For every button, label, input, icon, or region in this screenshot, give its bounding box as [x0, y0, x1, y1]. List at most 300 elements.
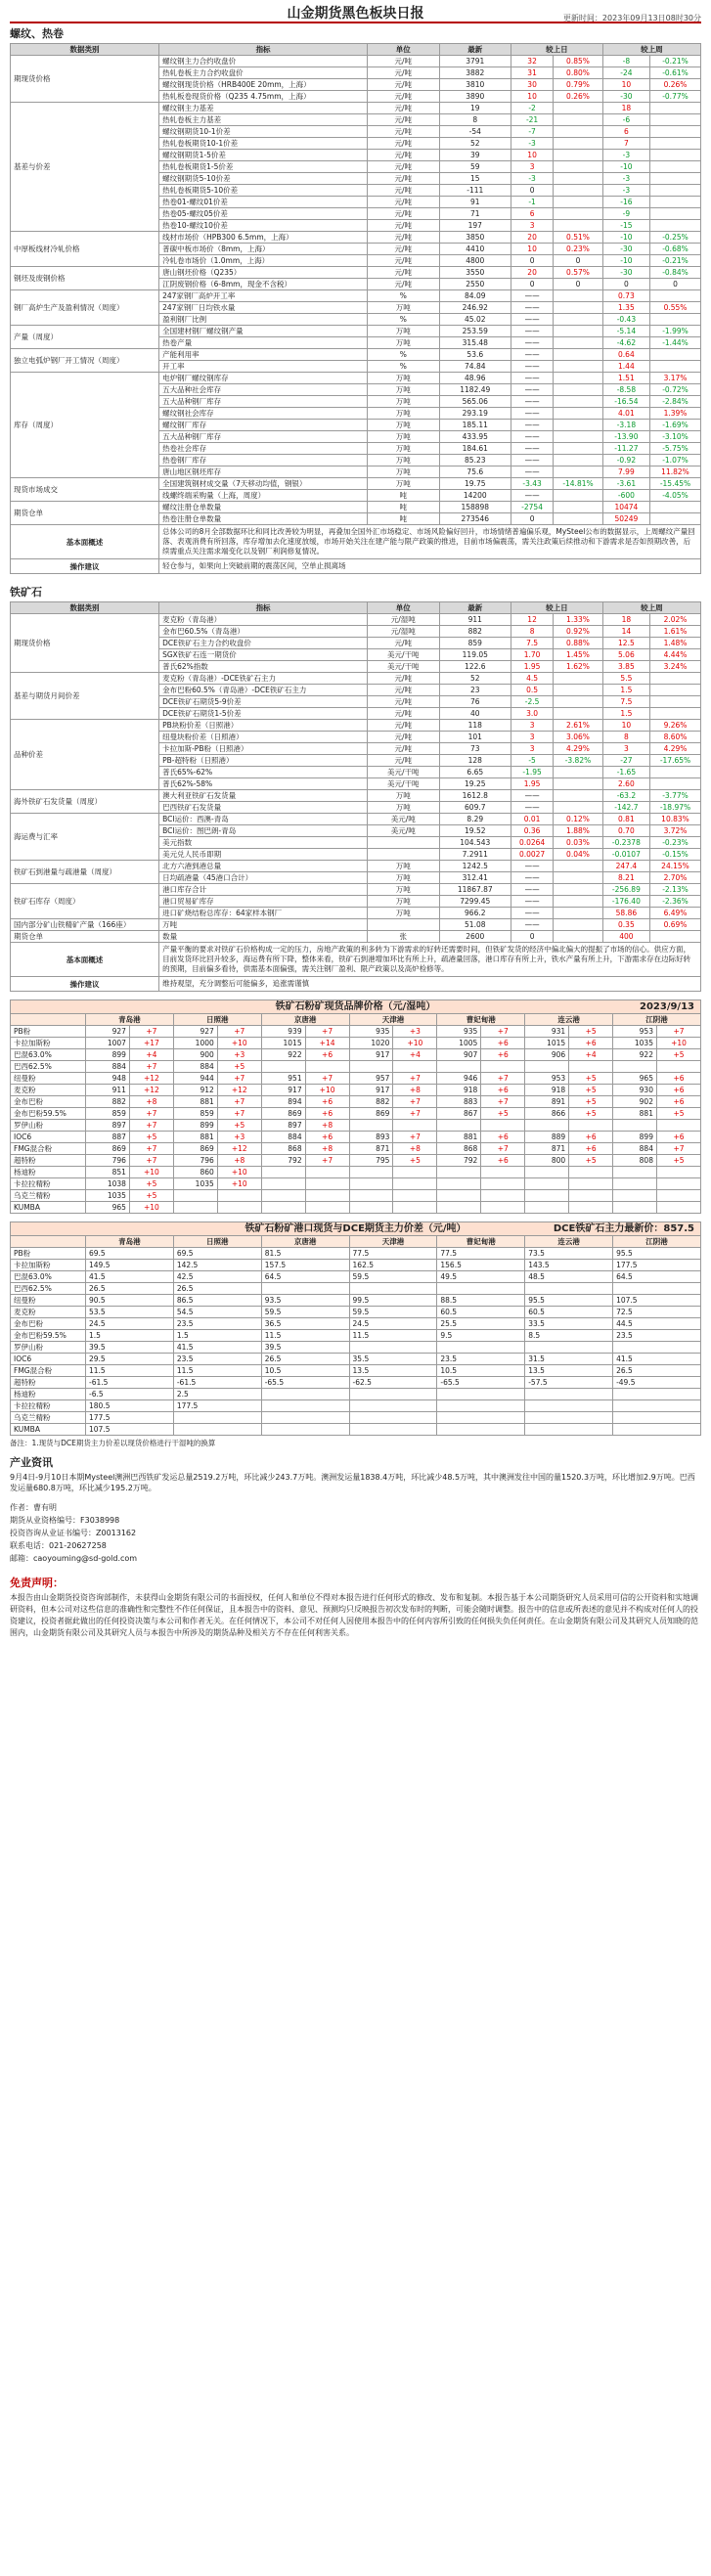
steel-row-latest: -111: [439, 185, 511, 197]
port-price-change: +5: [129, 1132, 173, 1143]
steel-row-indicator: 螺纹钢期货1-5价差: [159, 150, 368, 161]
steel-row-change: -0.92: [602, 455, 649, 466]
author-name: 作者：曹有明: [10, 1503, 57, 1512]
steel-row: [11, 267, 701, 279]
basis-value: 54.5: [173, 1307, 261, 1318]
port-price-change: [305, 1190, 349, 1202]
ore-row-change: 1.62%: [554, 661, 603, 673]
basis-value: 35.5: [349, 1354, 437, 1365]
port-price-change: +7: [217, 1026, 261, 1038]
ore-row: [11, 884, 701, 896]
port-price-value: 1007: [86, 1038, 130, 1049]
ore-row-unit: [368, 837, 440, 849]
port-price-value: 927: [173, 1026, 217, 1038]
port-price-change: +7: [129, 1061, 173, 1073]
ore-row-indicator: 纽曼块粉价差（日照港）: [159, 732, 368, 743]
ore-row-indicator: 巴西铁矿石发货量: [159, 802, 368, 814]
basis-row: [11, 1260, 701, 1271]
port-price-value: 931: [525, 1026, 569, 1038]
port-price-change: +3: [217, 1049, 261, 1061]
steel-row-change: [649, 220, 700, 232]
steel-row-category: 期货仓单: [11, 502, 159, 525]
ore-row: [11, 790, 701, 802]
port-price-value: [437, 1167, 481, 1178]
port-price-row: [11, 1061, 701, 1073]
ore-header-indicator: 指标: [159, 602, 368, 614]
basis-value: 162.5: [349, 1260, 437, 1271]
steel-row-change: -10: [602, 161, 649, 173]
steel-row-unit: 万吨: [368, 443, 440, 455]
basis-value: [261, 1412, 349, 1424]
port-price-change: [481, 1190, 525, 1202]
ore-row-change: 2.02%: [649, 614, 700, 626]
port-price-value: 935: [349, 1026, 393, 1038]
ore-row-change: -27: [602, 755, 649, 767]
port-price-change: +7: [393, 1108, 437, 1120]
steel-row-change: -5.75%: [649, 443, 700, 455]
ore-row-change: 7.5: [511, 638, 554, 649]
ore-row-change: ——: [511, 802, 554, 814]
basis-value: -49.5: [613, 1377, 701, 1389]
ore-row-latest: 11867.87: [439, 884, 511, 896]
ore-row-indicator: 日均疏港量（45港口合计）: [159, 872, 368, 884]
port-price-value: 918: [437, 1085, 481, 1096]
ore-row-change: [554, 685, 603, 696]
port-price-change: +10: [305, 1085, 349, 1096]
steel-row-unit: 元/吨: [368, 185, 440, 197]
port-price-change: +7: [217, 1096, 261, 1108]
steel-row-change: [554, 502, 603, 513]
basis-brand: 杨迪粉: [11, 1389, 86, 1400]
steel-row-latest: 45.02: [439, 314, 511, 326]
port-price-value: 866: [525, 1108, 569, 1120]
ore-row-change: 0.81: [602, 814, 649, 825]
basis-value: [349, 1342, 437, 1354]
steel-row-change: [554, 337, 603, 349]
basis-value: -57.5: [525, 1377, 613, 1389]
port-price-brand: PB粉: [11, 1026, 86, 1038]
port-price-value: [525, 1178, 569, 1190]
ore-row-change: -3.82%: [554, 755, 603, 767]
basis-value: [613, 1424, 701, 1436]
ore-row-change: 3: [602, 743, 649, 755]
port-price-brand: 纽曼粉: [11, 1073, 86, 1085]
port-price-change: +6: [569, 1132, 613, 1143]
port-price-change: +8: [305, 1143, 349, 1155]
ore-row-indicator: 澳大利亚铁矿石发货量: [159, 790, 368, 802]
ore-row-change: 1.45%: [554, 649, 603, 661]
steel-row-change: -11.27: [602, 443, 649, 455]
steel-row-latest: 39: [439, 150, 511, 161]
ore-row-change: [554, 861, 603, 872]
ore-row-change: 4.29%: [649, 743, 700, 755]
port-price-brand: 乌克兰精粉: [11, 1190, 86, 1202]
steel-row-change: [649, 290, 700, 302]
steel-row-latest: 91: [439, 197, 511, 208]
port-price-change: +4: [569, 1049, 613, 1061]
steel-row-indicator: 五大品种社会库存: [159, 384, 368, 396]
basis-row: [11, 1248, 701, 1260]
port-price-value: 1015: [525, 1038, 569, 1049]
port-price-value: [349, 1178, 393, 1190]
ore-row-indicator: 普氏62%指数: [159, 661, 368, 673]
port-price-value: [261, 1190, 305, 1202]
ore-row-change: 3: [511, 732, 554, 743]
port-price-change: +12: [217, 1085, 261, 1096]
ore-basic-text: 产量平衡的要求对铁矿石价格构成一定的压力，房地产政策的利多转为下游需求的好转还需要时间，但铁矿发货的经济中偏北偏大的提振了市场的信心。供应方面，目前发货环比回升较多，海运费有所下降，整体来看，铁矿石到港增加环比有所上升，疏港量回落，港口库存有所上升，铁水产量有所上升，下游需求存在边际好转的预期，目前偏多看待，供需基本面偏强，需关注钢厂盈利、限产政策以及高炉检修等。: [159, 943, 701, 977]
ore-row-indicator: 进口矿烧结粉总库存：64家样本钢厂: [159, 908, 368, 919]
port-price-value: [349, 1167, 393, 1178]
port-price-value: 900: [173, 1049, 217, 1061]
port-price-value: 953: [525, 1073, 569, 1085]
basis-value: 180.5: [86, 1400, 174, 1412]
steel-row-change: [554, 361, 603, 373]
basis-row: [11, 1365, 701, 1377]
steel-row-change: [554, 396, 603, 408]
port-price-value: 882: [86, 1096, 130, 1108]
port-price-value: 884: [261, 1132, 305, 1143]
news-text: 9月4日-9月10日本期Mysteel澳洲巴西铁矿发运总量2519.2万吨，环比减少243.7万吨。澳洲发运量1838.4万吨，环比减少48.5万吨，其中澳洲发往中国的量1520.3万吨，环比增加2.9万吨。巴西发运量680.8万吨，环比减少195.2万吨。: [10, 1473, 695, 1492]
ore-row-change: [554, 896, 603, 908]
port-price-brand: 金布巴粉: [11, 1096, 86, 1108]
ore-row-indicator: 美元指数: [159, 837, 368, 849]
port-price-value: 881: [173, 1096, 217, 1108]
steel-row-change: [554, 302, 603, 314]
ore-row-category: 铁矿石到港量与疏港量（周度）: [11, 861, 159, 884]
steel-row-change: [649, 361, 700, 373]
ore-row-latest: 1242.5: [439, 861, 511, 872]
port-price-value: [525, 1202, 569, 1214]
ore-row-unit: [368, 849, 440, 861]
ore-row-change: 1.70: [511, 649, 554, 661]
steel-row-change: 50249: [602, 513, 649, 525]
port-price-value: 912: [173, 1085, 217, 1096]
steel-row-latest: 433.95: [439, 431, 511, 443]
ore-row-change: 2.61%: [554, 720, 603, 732]
steel-row-change: -10: [602, 255, 649, 267]
steel-row-latest: 565.06: [439, 396, 511, 408]
steel-row-unit: %: [368, 361, 440, 373]
basis-value: 59.5: [261, 1307, 349, 1318]
steel-row-latest: -54: [439, 126, 511, 138]
ore-row-category: 基差与期货月间价差: [11, 673, 159, 720]
port-price-value: [349, 1061, 393, 1073]
basis-value: [613, 1400, 701, 1412]
steel-row-change: [554, 290, 603, 302]
ore-row-change: ——: [511, 919, 554, 931]
port-price-value: 917: [349, 1049, 393, 1061]
report-header: [10, 0, 701, 22]
basis-value: 41.5: [173, 1342, 261, 1354]
steel-row-indicator: 五大品种钢厂库存: [159, 396, 368, 408]
port-price-change: [393, 1120, 437, 1132]
steel-row-change: -3: [511, 173, 554, 185]
basis-value: 64.5: [261, 1271, 349, 1283]
steel-row-change: 1.39%: [649, 408, 700, 420]
steel-row-unit: 元/吨: [368, 150, 440, 161]
basis-brand: 巴混63.0%: [11, 1271, 86, 1283]
port-price-change: +7: [217, 1073, 261, 1085]
ore-row-change: 0.03%: [554, 837, 603, 849]
port-price-change: +7: [129, 1120, 173, 1132]
steel-row-latest: 3890: [439, 91, 511, 103]
port-price-value: 881: [437, 1132, 481, 1143]
ore-row-indicator: 港口贸易矿库存: [159, 896, 368, 908]
ore-row-change: 1.33%: [554, 614, 603, 626]
steel-row-change: ——: [511, 349, 554, 361]
basis-title-bar: [10, 1221, 701, 1235]
steel-row-change: 0.57%: [554, 267, 603, 279]
basis-brand: 超特粉: [11, 1377, 86, 1389]
port-price-value: 918: [525, 1085, 569, 1096]
ore-row-latest: 101: [439, 732, 511, 743]
ore-row-change: 3: [511, 720, 554, 732]
port-price-value: [173, 1190, 217, 1202]
steel-row-indicator: 热轧卷板期货1-5价差: [159, 161, 368, 173]
basis-value: 49.5: [437, 1271, 525, 1283]
basis-value: -61.5: [173, 1377, 261, 1389]
port-price-brand: FMG混合粉: [11, 1143, 86, 1155]
steel-row-indicator: 开工率: [159, 361, 368, 373]
steel-row-change: 0.26%: [554, 91, 603, 103]
ore-header-latest: 最新: [439, 602, 511, 614]
port-price-change: +10: [217, 1178, 261, 1190]
basis-value: 24.5: [349, 1318, 437, 1330]
ore-row-change: 3.24%: [649, 661, 700, 673]
port-price-row: [11, 1085, 701, 1096]
steel-row-indicator: 全国建材钢厂螺纹钢产量: [159, 326, 368, 337]
ore-row-change: -1.65: [602, 767, 649, 778]
basis-row: [11, 1295, 701, 1307]
ore-row-change: [649, 708, 700, 720]
port-price-change: +7: [305, 1026, 349, 1038]
port-price-row: [11, 1155, 701, 1167]
ore-row-change: 3.06%: [554, 732, 603, 743]
basis-value: 11.5: [86, 1365, 174, 1377]
basis-value: 69.5: [173, 1248, 261, 1260]
steel-row-latest: 3791: [439, 56, 511, 67]
basis-value: [613, 1412, 701, 1424]
basis-brand: 卡拉加斯粉: [11, 1260, 86, 1271]
steel-advice-text: 轻仓参与，如果向上突破前期的震荡区间，空单止损离场: [159, 559, 701, 574]
ore-row-latest: 882: [439, 626, 511, 638]
steel-row-change: [649, 173, 700, 185]
steel-row-change: 0.51%: [554, 232, 603, 244]
port-price-value: 902: [613, 1096, 657, 1108]
port-price-row: [11, 1178, 701, 1190]
port-price-change: +8: [393, 1085, 437, 1096]
ore-row-change: 2.60: [602, 778, 649, 790]
steel-row-change: 11.82%: [649, 466, 700, 478]
steel-row-indicator: 螺纹钢现货价格（HRB400E 20mm，上海）: [159, 79, 368, 91]
ore-row-change: -63.2: [602, 790, 649, 802]
basis-value: 156.5: [437, 1260, 525, 1271]
basis-value: [261, 1424, 349, 1436]
port-price-value: 946: [437, 1073, 481, 1085]
steel-row-change: [554, 197, 603, 208]
port-price-change: +7: [393, 1073, 437, 1085]
steel-row-change: ——: [511, 455, 554, 466]
steel-row-change: [649, 349, 700, 361]
steel-row-change: [554, 185, 603, 197]
basis-value: 88.5: [437, 1295, 525, 1307]
basis-value: 26.5: [86, 1283, 174, 1295]
steel-row-latest: 185.11: [439, 420, 511, 431]
basis-note: 备注：1.现货与DCE期货主力价差以现货价格进行干湿吨的换算: [10, 1439, 216, 1447]
port-price-change: [393, 1202, 437, 1214]
basis-value: 11.5: [173, 1365, 261, 1377]
steel-row-change: 0: [649, 279, 700, 290]
steel-row-change: -6: [602, 114, 649, 126]
basis-value: [525, 1412, 613, 1424]
steel-row-change: 10: [511, 91, 554, 103]
port-price-value: 796: [173, 1155, 217, 1167]
steel-row-change: -1.69%: [649, 420, 700, 431]
steel-row-change: 0.80%: [554, 67, 603, 79]
basis-value: 25.5: [437, 1318, 525, 1330]
ore-row-indicator: 金布巴60.5%（青岛港）: [159, 626, 368, 638]
basis-value: 29.5: [86, 1354, 174, 1365]
basis-value: 59.5: [349, 1271, 437, 1283]
basis-value: 157.5: [261, 1260, 349, 1271]
ore-row-change: 3.85: [602, 661, 649, 673]
ore-row-change: [649, 931, 700, 943]
port-price-change: +8: [217, 1155, 261, 1167]
ore-row-change: 4.5: [511, 673, 554, 685]
ore-row-change: 14: [602, 626, 649, 638]
steel-row-latest: 3550: [439, 267, 511, 279]
basis-value: [437, 1400, 525, 1412]
steel-row-unit: %: [368, 349, 440, 361]
ore-row-change: -176.40: [602, 896, 649, 908]
steel-row-unit: 元/吨: [368, 114, 440, 126]
basis-value: 42.5: [173, 1271, 261, 1283]
steel-table: [10, 43, 701, 574]
steel-row-change: [554, 373, 603, 384]
steel-row-change: [649, 208, 700, 220]
steel-row-unit: 元/吨: [368, 91, 440, 103]
ore-row-latest: 7299.45: [439, 896, 511, 908]
ore-row-change: -256.89: [602, 884, 649, 896]
steel-row-unit: %: [368, 290, 440, 302]
port-price-value: 796: [86, 1155, 130, 1167]
ore-row-indicator: 数量: [159, 931, 368, 943]
steel-row-indicator: 热轧板卷现货价格（Q235 4.75mm，上海）: [159, 91, 368, 103]
basis-value: -65.5: [261, 1377, 349, 1389]
port-price-change: +6: [305, 1108, 349, 1120]
steel-row-change: -2754: [511, 502, 554, 513]
port-price-value: 800: [525, 1155, 569, 1167]
steel-row-change: -1.99%: [649, 326, 700, 337]
steel-row-change: ——: [511, 302, 554, 314]
basis-header-port: 曹妃甸港: [437, 1236, 525, 1248]
basis-value: 10.5: [261, 1365, 349, 1377]
steel-row-indicator: 螺纹钢期货10-1价差: [159, 126, 368, 138]
steel-row-change: [554, 138, 603, 150]
basis-value: 53.5: [86, 1307, 174, 1318]
basis-value: -61.5: [86, 1377, 174, 1389]
steel-row-change: -30: [602, 244, 649, 255]
port-price-value: 868: [437, 1143, 481, 1155]
steel-row-latest: 48.96: [439, 373, 511, 384]
steel-row-change: ——: [511, 408, 554, 420]
basis-value: 13.5: [349, 1365, 437, 1377]
ore-row-unit: 美元/干吨: [368, 661, 440, 673]
ore-row-change: 6.49%: [649, 908, 700, 919]
port-price-value: 867: [437, 1108, 481, 1120]
port-price-brand: KUMBA: [11, 1202, 86, 1214]
basis-brand: 金布巴粉: [11, 1318, 86, 1330]
basis-row: [11, 1330, 701, 1342]
steel-row-change: 0.79%: [554, 79, 603, 91]
ore-row-change: 1.61%: [649, 626, 700, 638]
ore-row-latest: 128: [439, 755, 511, 767]
steel-row-change: -16: [602, 197, 649, 208]
steel-row-change: -0.21%: [649, 56, 700, 67]
steel-row-latest: 197: [439, 220, 511, 232]
basis-value: 59.5: [349, 1307, 437, 1318]
port-price-value: 881: [613, 1108, 657, 1120]
steel-row-change: [554, 455, 603, 466]
steel-row-indicator: 热卷10-螺纹10价差: [159, 220, 368, 232]
steel-row-change: 32: [511, 56, 554, 67]
basis-brand: 纽曼粉: [11, 1295, 86, 1307]
port-price-change: +6: [481, 1155, 525, 1167]
steel-row-indicator: 螺纹钢主力基差: [159, 103, 368, 114]
steel-row-indicator: 螺纹钢主力合约收盘价: [159, 56, 368, 67]
ore-basic-label: 基本面概述: [11, 943, 159, 977]
ore-row-unit: 万吨: [368, 884, 440, 896]
port-price-change: [393, 1167, 437, 1178]
port-price-brand: 巴西62.5%: [11, 1061, 86, 1073]
ore-row-unit: 美元/干吨: [368, 778, 440, 790]
basis-brand: PB粉: [11, 1248, 86, 1260]
ore-row-indicator: 金布巴粉60.5%（青岛港）-DCE铁矿石主力: [159, 685, 368, 696]
basis-header-port: 连云港: [525, 1236, 613, 1248]
port-price-value: [437, 1190, 481, 1202]
port-price-value: 887: [86, 1132, 130, 1143]
ore-row-change: ——: [511, 790, 554, 802]
ore-row-change: ——: [511, 884, 554, 896]
ore-row-change: 1.95: [511, 661, 554, 673]
steel-row-category: 独立电弧炉钢厂开工情况（周度）: [11, 349, 159, 373]
ore-row-change: 1.48%: [649, 638, 700, 649]
port-price-header-port: 日照港: [173, 1014, 261, 1026]
port-price-value: [349, 1202, 393, 1214]
port-price-change: [656, 1167, 700, 1178]
steel-row-change: -9: [602, 208, 649, 220]
ore-row-change: 0.5: [511, 685, 554, 696]
ore-row-indicator: 美元兑人民币即期: [159, 849, 368, 861]
ore-row: [11, 919, 701, 931]
basis-value: [349, 1400, 437, 1412]
basis-value: 41.5: [613, 1354, 701, 1365]
ore-row-latest: 23: [439, 685, 511, 696]
steel-row-change: ——: [511, 420, 554, 431]
port-price-change: [305, 1202, 349, 1214]
steel-row-category: 钢厂高炉生产及盈利情况（周度）: [11, 290, 159, 326]
port-price-change: +10: [393, 1038, 437, 1049]
ore-row-latest: 122.6: [439, 661, 511, 673]
ore-row-change: [554, 708, 603, 720]
author-email[interactable]: 邮箱：caoyouming@sd-gold.com: [10, 1554, 138, 1563]
steel-basic-text: 总体公司的8月全部数据环比和同比改善较为明显，再叠加全国外汇市场稳定、市场风险偏好回升，市场情绪普遍偏乐观，MySteel公布的数据显示，上周螺纹产量回落、表观消费有所回落，库存增加去化速度放缓，市场开始关注在建产能与限产政策的推进，目前市场偏震荡，需关注政策后续推动和下游需求是否如预期改善，后续需重点关注需求端变化以及钢厂利润修复情况。: [159, 525, 701, 559]
port-price-value: [261, 1061, 305, 1073]
ore-row-unit: 元/吨: [368, 638, 440, 649]
basis-header-port: 京唐港: [261, 1236, 349, 1248]
steel-row-latest: 15: [439, 173, 511, 185]
ore-row-latest: 51.08: [439, 919, 511, 931]
